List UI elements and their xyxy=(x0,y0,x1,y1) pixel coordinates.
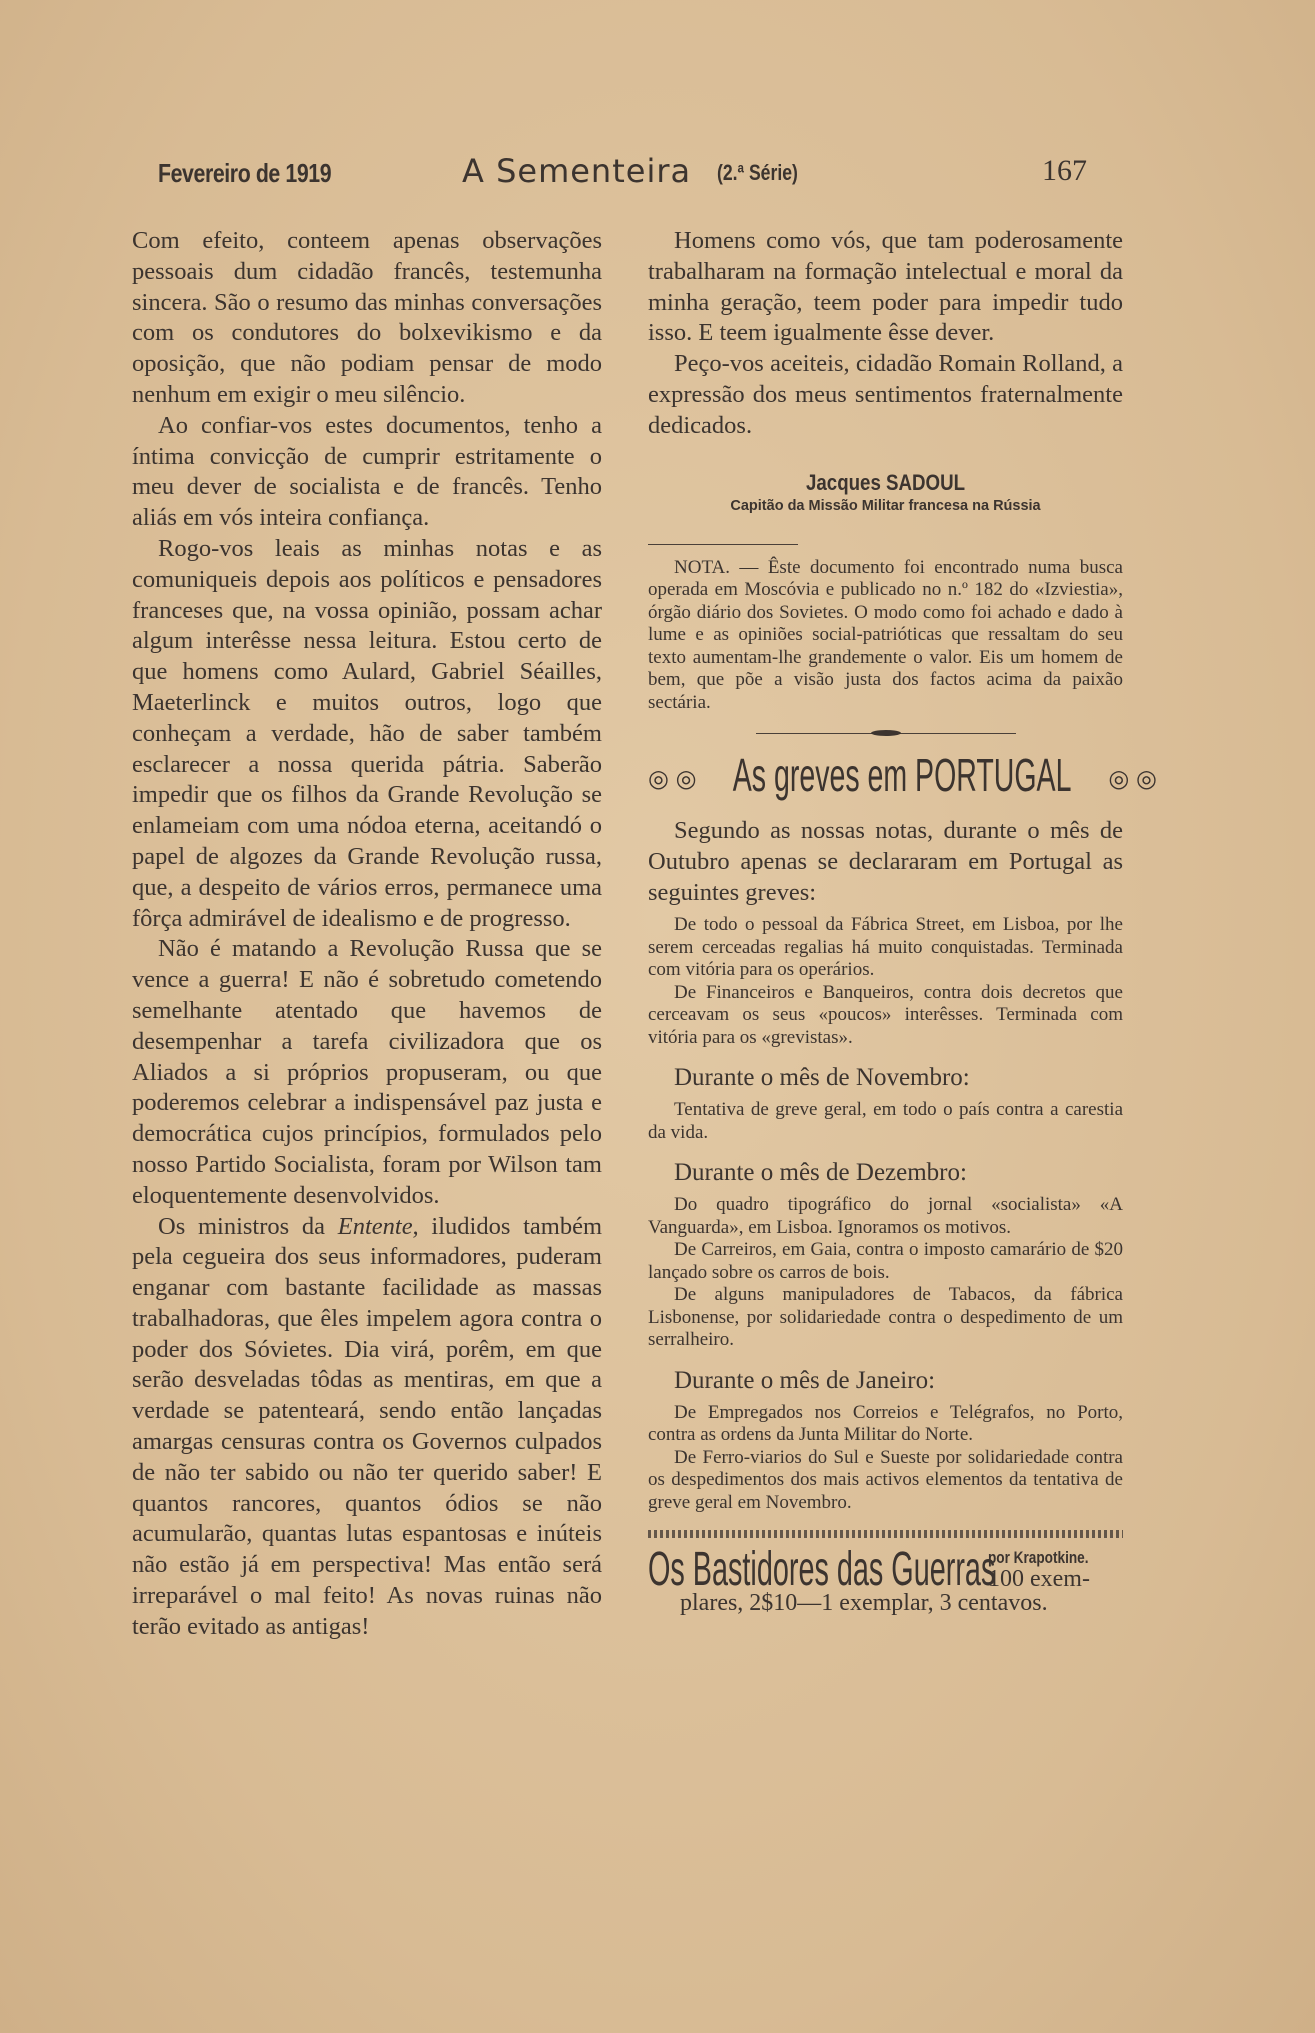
section-title-text: As greves em PORTUGAL xyxy=(733,749,1072,802)
right-paragraph-2: Peço-vos aceiteis, cidadão Romain Rolland, a expressão dos meus sentimentos fraternalmente dedicados. xyxy=(648,350,1123,439)
entente-emphasis: Entente, xyxy=(337,1212,419,1240)
note-divider xyxy=(648,544,798,545)
section-divider-ornament xyxy=(756,728,1016,738)
left-paragraph-4: Não é matando a Revolução Russa que se vence a guerra! E não é sobretudo cometendo semelhante atentado que havemos de desempenhar a tarefa civilizadora que os Aliados a si próprios propuseram, ou que poderemos celebrar a indispensável paz justa e democrática cujos princípios, formulados pelo nosso Partido Socialista, foram por Wilson tam eloquentemente desenvolvidos. xyxy=(132,935,602,1209)
right-paragraph-1: Homens como vós, que tam poderosamente trabalharam na formação intelectual e moral da minha geração, teem poder para impedir tudo isso. E teem igualmente êsse dever. xyxy=(648,227,1123,347)
title-ornament-left-icon: ◎ ◎ xyxy=(648,765,697,793)
page-header xyxy=(150,148,1095,192)
december-strike-3: De alguns manipuladores de Tabacos, da fábrica Lisbonense, por solidariedade contra o despedimento de um serralheiro. xyxy=(648,1284,1123,1351)
november-strike-1: Tentativa de greve geral, em todo o país contra a carestia da vida. xyxy=(648,1099,1123,1143)
ad-book-title: Os Bastidores das Guerras xyxy=(648,1543,996,1597)
series-label: (2.ª Série) xyxy=(717,160,798,185)
p5-text-after: iludidos também pela cegueira dos seus informadores, puderam enganar com bastante facilidade as massas trabalhadoras, que êles impelem agora contra o poder dos Sóvietes. Dia virá, porêm, em que serão desveladas tôdas as mentiras, em que a verdade se patenteará, sendo então lançadas amargas censuras contra os Governos culpados de não ter sabido ou não ter querido saber! E quantos rancores, quantos ódios se não acumularão, quantas lutas espantosas e inúteis não estão já em perspectiva! Mas então será irreparável o mal feito! As novas ruinas não terão evitado as antigas! xyxy=(132,1212,603,1640)
ad-ornamental-border xyxy=(648,1530,1123,1538)
left-paragraph-1: Com efeito, conteem apenas observações pessoais dum cidadão francês, testemunha sincera. São o resumo das minhas conversações com os condutores do bolxevikismo e da oposição, que não podiam pensar de modo nenhum em exigir o meu silêncio. xyxy=(132,227,602,408)
signature-role: Capitão da Missão Militar francesa na Rússia xyxy=(730,497,1041,514)
left-paragraph-5 xyxy=(132,1212,602,1643)
october-strike-1: De todo o pessoal da Fábrica Street, em Lisboa, por lhe serem cerceadas regalias há muito conquistadas. Terminada com vitória para os operários. xyxy=(648,914,1123,981)
signature-name: Jacques SADOUL xyxy=(805,469,966,495)
section-title xyxy=(648,748,1157,802)
ad-price-line-1: 100 exem- xyxy=(988,1566,1090,1593)
october-strike-2: De Financeiros e Banqueiros, contra dois decretos que cerceavam os seus «poucos» interêsses. Terminada com vitória para os «grevistas». xyxy=(648,981,1123,1048)
december-heading: Durante o mês de Dezembro: xyxy=(674,1159,967,1187)
left-column xyxy=(132,226,602,1643)
title-ornament-right-icon: ◎ ◎ xyxy=(1108,765,1157,793)
december-strike-2: De Carreiros, em Gaia, contra o imposto camarário de $20 lançado sobre os carros de bois. xyxy=(648,1239,1123,1283)
december-strike-1: Do quadro tipográfico do jornal «socialista» «A Vanguarda», em Lisboa. Ignoramos os motivos. xyxy=(648,1194,1123,1238)
ad-author: por Krapotkine. xyxy=(988,1548,1089,1568)
january-heading: Durante o mês de Janeiro: xyxy=(674,1366,936,1394)
page-number: 167 xyxy=(1042,154,1087,187)
left-paragraph-3: Rogo-vos leais as minhas notas e as comuniqueis depois aos políticos e pensadores franceses que, na vossa opinião, possam achar algum interêsse nessa leitura. Estou certo de que homens como Aulard, Gabriel Séailles, Maeterlinck e muitos outros, logo que conheçam a verdade, hão de saber também esclarecer a nossa querida pátria. Saberão impedir que os filhos da Grande Revolução se enlameiam com uma nódoa eterna, aceitandó o papel de algozes da Grande Revolução russa, que, a despeito de vários erros, permanece uma fôrça admirável de idealismo e de progresso. xyxy=(132,534,602,932)
strikes-intro: Segundo as nossas notas, durante o mês de Outubro apenas se declararam em Portugal as seguintes greves: xyxy=(648,817,1123,906)
november-heading: Durante o mês de Novembro: xyxy=(674,1064,970,1092)
ad-price-line-2: plares, 2$10—1 exemplar, 3 centavos. xyxy=(680,1590,1048,1617)
issue-date: Fevereiro de 1919 xyxy=(158,158,332,188)
right-column xyxy=(648,226,1157,1624)
left-paragraph-2: Ao confiar-vos estes documentos, tenho a íntima convicção de cumprir estritamente o meu dever de socialista e de francês. Tenho aliás em vós inteira confiança. xyxy=(132,411,602,532)
journal-title: A Sementeira xyxy=(462,152,692,190)
p5-text-before: Os ministros da xyxy=(158,1212,338,1240)
january-strike-1: De Empregados nos Correios e Telégrafos, no Porto, contra as ordens da Junta Militar do Norte. xyxy=(648,1401,1123,1446)
january-strike-2: De Ferro-viarios do Sul e Sueste por solidariedade contra os despedimentos dos mais activos elementos da tentativa de greve geral em Novembro. xyxy=(648,1446,1123,1513)
book-advertisement xyxy=(648,1543,1123,1624)
editor-note: NOTA. — Êste documento foi encontrado numa busca operada em Moscóvia e publicado no n.º 182 do «Izviestia», órgão diário dos Sovietes. O modo como foi achado e dado à lume e as opiniões social-patrióticas que ressaltam do seu texto aumentam-lhe grandemente o valor. Eis um homem de bem, que põe a visão justa dos factos acima da paixão sectária. xyxy=(648,556,1123,713)
